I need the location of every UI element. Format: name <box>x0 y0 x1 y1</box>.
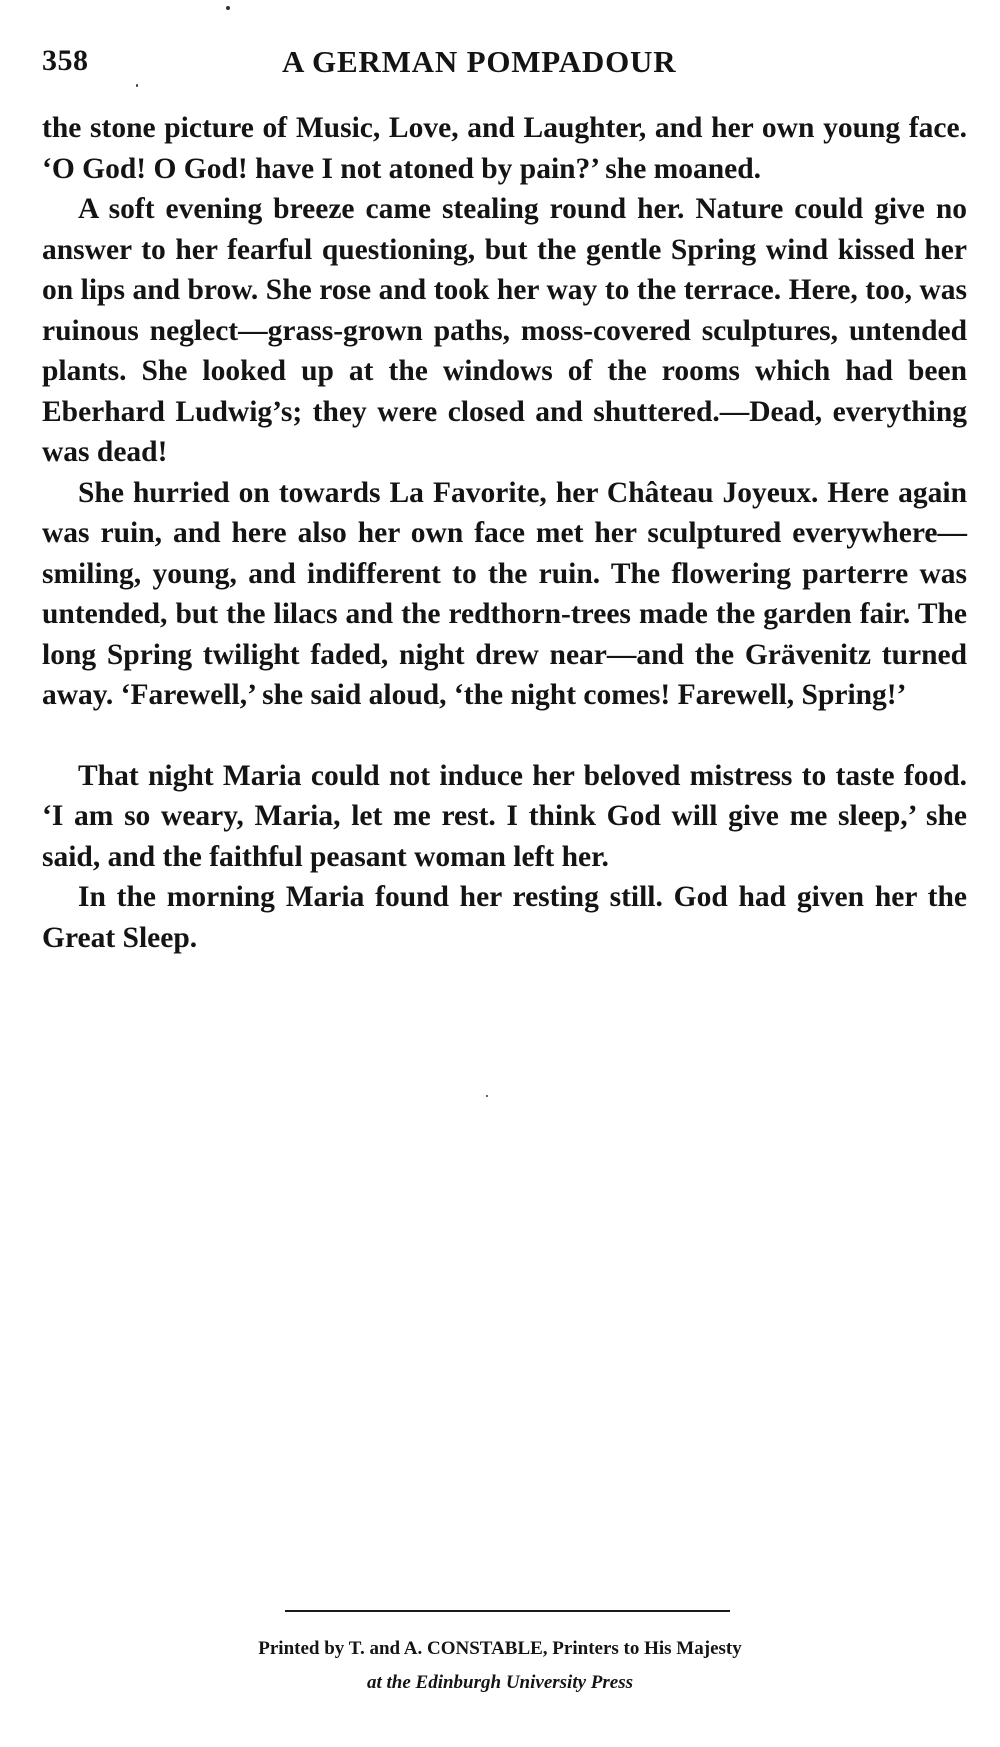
imprint-line-1: Printed by T. and A. CONSTABLE, Printers to His Majesty <box>258 1638 742 1659</box>
paragraph-continued: the stone picture of Music, Love, and Laughter, and her own young face. ‘O God! O God! have I not atoned by pain?’ she moaned. <box>42 112 967 185</box>
running-head <box>42 44 967 88</box>
running-title: A GERMAN POMPADOUR <box>282 44 677 79</box>
paragraph-section-start: That night Maria could not induce her beloved mistress to taste food. ‘I am so weary, Maria, let me rest. I think God will give me sleep,’ she said, and the faithful peasant woman left her. <box>42 759 967 873</box>
ink-speck <box>136 84 138 87</box>
footer-rule <box>285 1610 730 1612</box>
imprint-line-2: at the Edinburgh University Press <box>366 1672 634 1693</box>
paragraph: A soft evening breeze came stealing round her. Nature could give no answer to her fearful questioning, but the gentle Spring wind kissed her on lips and brow. She rose and took her way to the terrace. Here, too, was ruinous neglect—grass-grown paths, moss-covered sculptures, untended plants. She looked up at the windows of the rooms which had been Eberhard Ludwig’s; they were closed and shuttered.—Dead, everything was dead! <box>42 193 967 468</box>
paragraph: She hurried on towards La Favorite, her Château Joyeux. Here again was ruin, and here also her own face met her sculptured everywhere—smiling, young, and indifferent to the ruin. The flowering parterre was untended, but the lilacs and the redthorn-trees made the garden fair. The long Spring twilight faded, night drew near—and the Grävenitz turned away. ‘Farewell,’ she said aloud, ‘the night comes! Farewell, Spring!’ <box>42 476 967 711</box>
body-text <box>42 108 967 958</box>
ink-speck <box>486 1095 488 1097</box>
paragraph: In the morning Maria found her resting still. God had given her the Great Sleep. <box>42 881 967 954</box>
ink-speck <box>226 6 230 10</box>
printer-imprint <box>0 1632 1000 1700</box>
page-number: 358 <box>42 44 89 77</box>
